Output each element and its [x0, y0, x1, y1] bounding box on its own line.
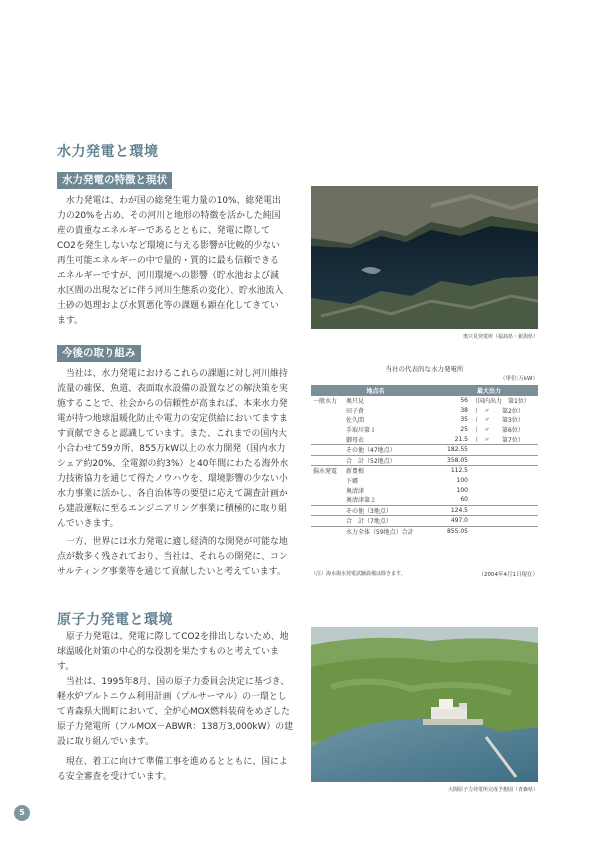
table-cell-note: （ 〃 第3位） [472, 417, 524, 425]
table-cell-note [470, 516, 538, 527]
table-cell-category [311, 485, 344, 495]
table-row [311, 516, 538, 527]
table-cell-output: 855.05 [440, 526, 470, 536]
paragraph-future-efforts-2: 一方、世界には水力発電に適し経済的な開発が可能な地点が数多く残されており、当社は、それらの開発に、コンサルティング事業等を通じて貢献したいと考えています。 [57, 537, 288, 577]
subheading-hydro-features: 水力発電の特徴と現状 [57, 172, 172, 189]
table-row [311, 526, 538, 536]
table-cell-site: 手取川第１ [346, 427, 377, 435]
table-cell-output: 100 [456, 477, 468, 485]
table-cell-site: 御母衣 [346, 436, 365, 444]
table-row [311, 406, 538, 416]
table-cell-output: 182.55 [440, 444, 470, 455]
table-cell-output: 25 [460, 426, 468, 434]
table-cell-note [470, 466, 538, 476]
table-cell-note [470, 455, 538, 466]
section-title-nuclear: 原子力発電と環境 [57, 612, 173, 628]
table-unit: （単位:万kW） [500, 376, 538, 382]
table-cell-output: 112.5 [440, 466, 470, 476]
table-cell-output: 56 [460, 397, 468, 405]
table-cell-category: 一般水力 [313, 398, 338, 406]
table-row [311, 505, 538, 516]
table-row [311, 495, 538, 505]
table-cell-output: 21.5 [454, 435, 468, 443]
table-row [311, 425, 538, 435]
table-title: 当社の代表的な水力発電所 [385, 365, 464, 373]
table-row [311, 444, 538, 455]
table-cell-category [311, 505, 344, 516]
table-cell-output: 60 [460, 496, 468, 504]
table-header-site: 地点名 [311, 385, 440, 396]
table-cell-note [470, 476, 538, 486]
table-cell-category [311, 406, 344, 416]
table-cell-site: 奥清津第２ [346, 497, 377, 505]
table-cell-note [470, 485, 538, 495]
table-cell-note [470, 495, 538, 505]
paragraph-nuclear-1: 原子力発電は、発電に際してCO2を排出しないため、地球温暖化対策の中心的な役割を果たすものと考えています。 [57, 632, 289, 672]
table-cell-category [311, 476, 344, 486]
table-cell-category [311, 434, 344, 444]
table-cell-output: 358.05 [440, 455, 470, 466]
table-cell-site: 合 計（52地点） [344, 455, 440, 466]
table-cell-site: 佐久間 [346, 417, 365, 425]
table-cell-category [311, 425, 344, 435]
table-cell-site: その他（3地点） [344, 505, 440, 516]
table-row [311, 434, 538, 444]
table-cell-category [311, 516, 344, 527]
nuclear-photo-caption: 大間原子力発電所完成予想図（青森県） [447, 787, 538, 793]
subheading-future-efforts: 今後の取り組み [57, 345, 141, 362]
table-cell-site: 奥只見 [346, 398, 365, 406]
table-cell-category [311, 526, 344, 536]
table-cell-site: 新豊根 [344, 466, 440, 476]
table-row [311, 396, 538, 406]
table-cell-note [470, 505, 538, 516]
table-cell-site: 田子倉 [346, 407, 365, 415]
table-cell-category [311, 495, 344, 505]
table-cell-output: 38 [460, 406, 468, 414]
section-title-hydro: 水力発電と環境 [57, 144, 159, 160]
dam-photo [311, 186, 538, 329]
table-cell-site: 奥清津 [346, 487, 365, 495]
table-row [311, 476, 538, 486]
table-cell-note [470, 444, 538, 455]
table-footnote: （注）海水揚水発電試験設備は除きます。 [311, 571, 406, 577]
table-row [311, 455, 538, 466]
table-cell-note: （ 〃 第7位） [472, 436, 524, 444]
dam-photo-caption: 奥只見発電所（福島県・新潟県） [462, 334, 538, 340]
table-row [311, 485, 538, 495]
paragraph-hydro-features: 水力発電は、わが国の総発生電力量の10%、総発電出力の20%を占め、その河川と地形の特徴を活かした純国産の貴重なエネルギーであるとともに、発電に際してCO2を発生しないなど環境に与える影響が比較的少ない再生可能エネルギーの中で量的・質的に最も信頼できるエネルギーですが、河川環境への影響（貯水池および減水区間の出現などに伴う河川生態系の変化）、貯水池流入土砂の処理および水質悪化等の課題も顕在化してきています。 [57, 196, 284, 326]
table-cell-output: 497.0 [440, 516, 470, 527]
table-cell-output: 124.5 [440, 505, 470, 516]
table-cell-category: 揚水発電 [311, 466, 344, 476]
hydro-plants-table [311, 385, 538, 536]
table-cell-site: 水力全体（59地点）合計 [344, 526, 440, 536]
table-date: （2004年4月1日現在） [478, 572, 538, 578]
table-cell-site: その他（47地点） [344, 444, 440, 455]
table-cell-note [470, 526, 538, 536]
paragraph-nuclear-3: 現在、着工に向けて準備工事を進めるとともに、国による安全審査を受けています。 [57, 757, 288, 782]
table-cell-site: 合 計（7地点） [344, 516, 440, 527]
table-cell-note: （国内出力 第1位） [472, 398, 530, 406]
table-header-output: 最大出力 [440, 385, 538, 396]
paragraph-future-efforts-1: 当社は、水力発電におけるこれらの課題に対し河川維持流量の確保、魚道、表面取水設備の設置などの解決策を実施することで、社会からの信頼性が高まれば、本来水力発電が持つ地球温暖化防止や電力の安定供給においてますます貢献できると認識しています。また、これまでの国内大小合わせて59カ所、855万kW以上の水力開発（国内水力シェア約20%、全電源の約3%）と40年間にわたる海外水力技術協力を通じて得たノウハウを、環境影響の少ない小水力事業に活かし、各自治体等の要望に応えて調査計画から建設運転に至るエンジニアリング事業に積極的に取り組んでいきます。 [57, 369, 289, 529]
table-cell-category [311, 455, 344, 466]
nuclear-plant-photo [311, 627, 538, 782]
table-cell-output: 100 [456, 486, 468, 494]
table-cell-note: （ 〃 第6位） [472, 427, 524, 435]
table-row [311, 466, 538, 476]
table-cell-category [311, 415, 344, 425]
table-cell-site: 下郷 [346, 478, 359, 486]
table-cell-note: （ 〃 第2位） [472, 407, 524, 415]
table-row [311, 415, 538, 425]
page-number: 5 [14, 805, 30, 821]
paragraph-nuclear-2: 当社は、1995年8月、国の原子力委員会決定に基づき、軽水炉プルトニウム利用計画（プルサーマル）の一環として青森県大間町において、全炉心MOX燃料装荷をめざした原子力発電所（フルMOX－ABWR：138万3,000kW）の建設に取り組んでいます。 [57, 677, 293, 747]
table-cell-category [311, 444, 344, 455]
table-cell-output: 35 [460, 416, 468, 424]
